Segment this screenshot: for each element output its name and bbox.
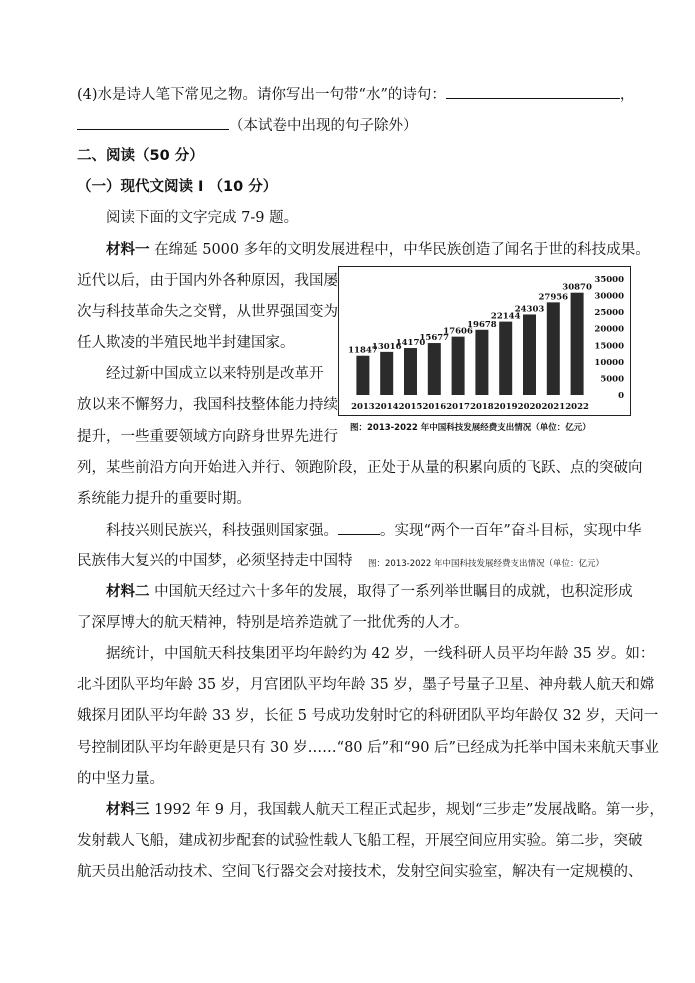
x-tick-label: 2020 [517,402,542,412]
m2-line3: 据统计，中国航天科技集团平均年龄约为 42 岁，一线科研人员平均年龄 35 岁。如： [106,646,655,662]
y-tick-label: 20000 [594,324,624,335]
bar [452,337,465,395]
y-tick-label: 15000 [594,341,624,352]
reading-intro: 阅读下面的文字完成 7-9 题。 [106,210,299,226]
fill-in-blank[interactable] [338,520,380,535]
m1-line4: 任人欺凌的半殖民地半封建国家。 [77,335,295,351]
q4-prompt: (4)水是诗人笔下常见之物。请你写出一句带“水”的诗句： [77,87,446,103]
data-label: 30870 [562,282,592,293]
data-label: 24303 [514,304,545,315]
m3-label: 材料三 [106,802,150,818]
m1-line9: 系统能力提升的重要时期。 [77,491,251,507]
bar [404,348,417,395]
data-label: 27956 [538,292,569,303]
bar [356,356,369,395]
m3-text: 1992 年 9 月，我国载人航天工程正式起步，规划“三步走”发展战略。第一步， [154,802,664,818]
x-tick-label: 2017 [446,402,470,412]
m2-line4: 北斗团队平均年龄 35 岁，月宫团队平均年龄 35 岁，墨子号量子卫星、神舟载人航天和嫦 [77,677,655,693]
figure-caption: 图：2013-2022 年中国科技发展经费支出情况（单位：亿元） [350,423,591,433]
m3-line2: 发射载人飞船，建成初步配套的试验性载人飞船工程，开展空间应用实验。第二步，突破 [77,833,643,849]
x-tick-label: 2022 [565,402,589,412]
y-tick-label: 10000 [594,357,624,368]
data-label: 22144 [490,311,521,322]
y-tick-label: 0 [618,391,624,401]
m2-label: 材料二 [106,584,150,600]
m1-line1 [106,240,650,260]
q4-line2 [77,115,418,136]
data-label: 14170 [395,338,426,349]
m1-label: 材料一 [106,242,150,258]
m3-line3: 航天员出舱活动技术、空间飞行器交会对接技术，发射空间实验室，解决有一定规模的、 [77,864,643,880]
m1-l10a: 科技兴则民族兴，科技强则国家强。 [106,523,338,539]
m2-line1 [106,582,633,602]
section-heading: 二、阅读（50 分） [77,148,204,164]
bar [571,293,584,395]
m1-line7: 提升，一些重要领域方向跻身世界先进行 [77,429,338,445]
subsection-heading: （一）现代文阅读 I （10 分） [77,179,278,195]
y-tick-label: 5000 [600,374,624,385]
bar [499,322,512,395]
m1-line6: 放以来不懈努力，我国科技整体能力持续 [77,397,338,413]
overlapping-figure-caption: 图：2013-2022 年中国科技发展经费支出情况（单位：亿元） [368,559,605,569]
m1-l10b: 。实现“两个一百年”奋斗目标，实现中华 [380,523,642,539]
m3-line1 [106,800,664,820]
m1-line5: 经过新中国成立以来特别是改革开 [106,366,324,382]
m2-line5: 娥探月团队平均年龄 33 岁，长征 5 号成功发射时它的科研团队平均年龄仅 32 岁，天问一 [77,708,659,724]
m1-line2: 近代以后，由于国内外各种原因，我国屡 [77,273,338,289]
bar [523,314,536,395]
m1-line11: 民族伟大复兴的中国梦，必须坚持走中国特 [77,553,353,569]
data-label: 17606 [443,326,473,337]
chart-svg [339,267,630,415]
bar [475,330,488,395]
y-tick-label: 30000 [594,291,624,302]
m1-text: 在绵延 5000 多年的文明发展进程中，中华民族创造了闻名于世的科技成果。 [154,242,650,258]
q4-comma: ， [619,87,635,103]
m2-line2: 了深厚博大的航天精神，特别是培养造就了一批优秀的人才。 [77,615,469,631]
poem-answer-blank-2[interactable] [77,115,229,130]
data-label: 19678 [467,319,497,330]
x-tick-label: 2019 [493,402,518,412]
bar [380,352,393,395]
x-tick-label: 2018 [470,402,494,412]
data-label: 13016 [371,341,402,352]
m1-line10 [106,520,641,541]
m2-text: 中国航天经过六十多年的发展，取得了一系列举世瞩目的成就，也积淀形成 [154,584,633,600]
x-tick-label: 2014 [374,402,399,412]
x-tick-label: 2013 [351,402,375,412]
x-tick-label: 2021 [541,402,566,412]
q4-line1 [77,84,634,105]
m2-line7: 的中坚力量。 [77,771,164,787]
m1-line8: 列，某些前沿方向开始进入并行、领跑阶段，正处于从量的积累向质的飞跃、点的突破向 [77,460,643,476]
x-tick-label: 2015 [398,402,423,412]
m2-line6: 号控制团队平均年龄更是只有 30 岁……“80 后”和“90 后”已经成为托举中国未来航天事业 [77,740,659,756]
q4-note: （本试卷中出现的句子除外） [229,118,418,134]
y-tick-label: 35000 [594,275,624,285]
funding-bar-chart [338,266,631,416]
bar [428,343,441,395]
poem-answer-blank-1[interactable] [446,84,620,99]
y-tick-label: 25000 [594,308,624,319]
data-label: 15677 [419,333,450,344]
m1-line3: 次与科技革命失之交臂，从世界强国变为 [77,304,338,320]
bar [547,302,560,395]
x-tick-label: 2016 [422,402,447,412]
data-label: 11847 [348,345,378,356]
